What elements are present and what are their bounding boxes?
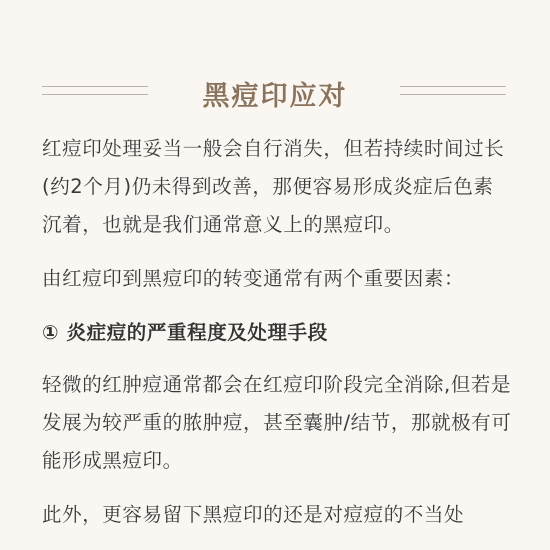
page-title: 黑痘印应对 (202, 81, 348, 112)
paragraph-factors: 由红痘印到黑痘印的转变通常有两个重要因素： (42, 267, 465, 290)
section-header (0, 70, 550, 114)
left-divider-line (42, 86, 148, 94)
subheading-factor-1: ① 炎症痘的严重程度及处理手段 (42, 321, 328, 344)
article-body (42, 130, 512, 534)
right-divider-line (400, 86, 506, 94)
paragraph-cutoff: 此外，更容易留下黑痘印的还是对痘痘的不当处 (42, 503, 465, 526)
paragraph-intro: 红痘印处理妥当一般会自行消失，但若持续时间过长(约2个月)仍未得到改善，那便容易形成炎症后色素沉着，也就是我们通常意义上的黑痘印。 (42, 137, 505, 236)
paragraph-severity: 轻微的红肿痘通常都会在红痘印阶段完全消除,但若是发展为较严重的脓肿痘，甚至囊肿/结节，那就极有可能形成黑痘印。 (42, 373, 512, 472)
